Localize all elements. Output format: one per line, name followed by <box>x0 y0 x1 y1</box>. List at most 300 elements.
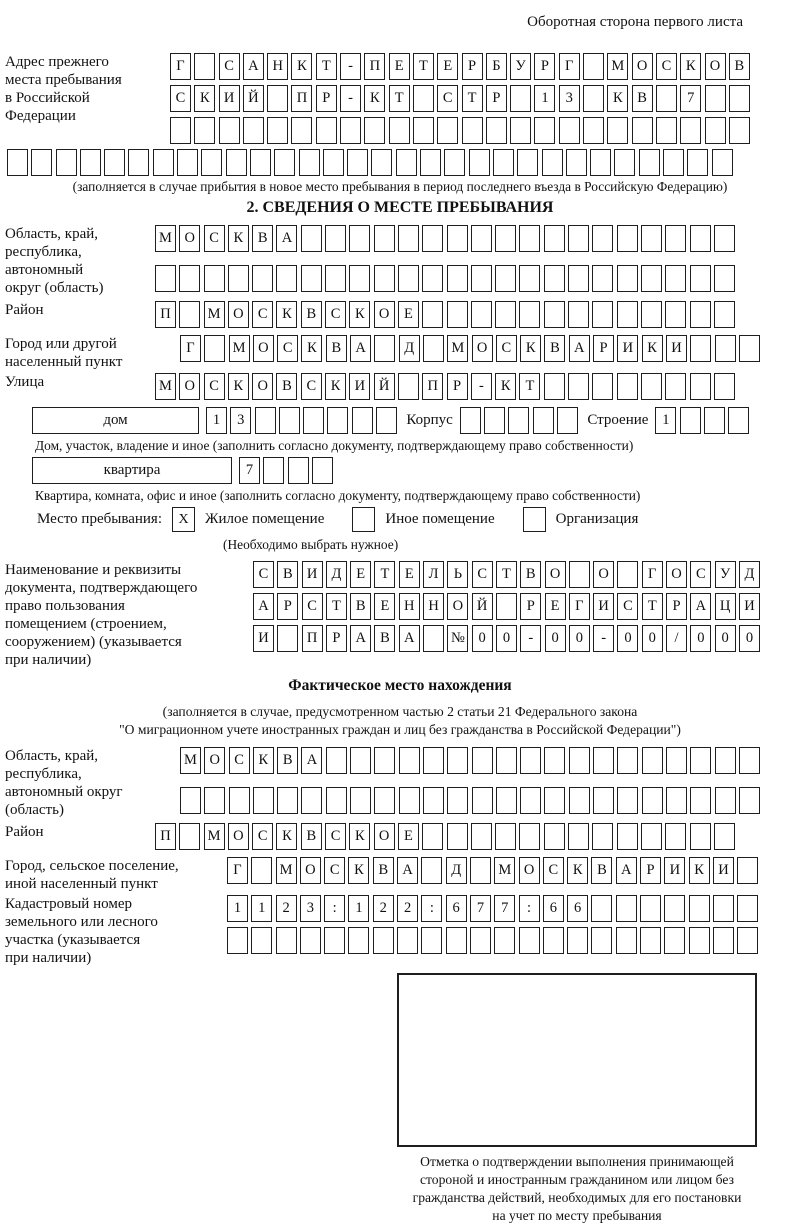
form-cell[interactable]: С <box>656 53 677 80</box>
form-cell[interactable] <box>583 85 604 112</box>
form-cell[interactable] <box>592 301 613 328</box>
form-cell[interactable] <box>517 149 538 176</box>
form-cell[interactable] <box>316 117 337 144</box>
form-cell[interactable] <box>712 149 733 176</box>
form-cell[interactable]: М <box>447 335 468 362</box>
form-cell[interactable] <box>423 625 444 652</box>
form-cell[interactable]: Р <box>486 85 507 112</box>
form-cell[interactable] <box>714 301 735 328</box>
form-cell[interactable] <box>303 407 324 434</box>
form-cell[interactable] <box>690 301 711 328</box>
form-cell[interactable] <box>374 335 395 362</box>
form-cell[interactable] <box>569 787 590 814</box>
form-cell[interactable] <box>592 265 613 292</box>
form-cell[interactable] <box>495 301 516 328</box>
form-cell[interactable] <box>656 117 677 144</box>
form-cell[interactable] <box>194 53 215 80</box>
form-cell[interactable]: С <box>472 561 493 588</box>
form-cell[interactable] <box>715 787 736 814</box>
form-cell[interactable]: Н <box>399 593 420 620</box>
form-cell[interactable] <box>714 225 735 252</box>
form-cell[interactable]: О <box>374 301 395 328</box>
form-cell[interactable]: А <box>243 53 264 80</box>
form-cell[interactable] <box>413 117 434 144</box>
form-cell[interactable]: К <box>348 857 369 884</box>
form-cell[interactable]: О <box>632 53 653 80</box>
form-cell[interactable] <box>583 117 604 144</box>
form-cell[interactable]: И <box>666 335 687 362</box>
form-cell[interactable] <box>252 265 273 292</box>
form-cell[interactable]: 1 <box>227 895 248 922</box>
form-cell[interactable] <box>484 407 505 434</box>
form-cell[interactable] <box>591 927 612 954</box>
form-cell[interactable] <box>219 117 240 144</box>
form-cell[interactable] <box>591 895 612 922</box>
form-cell[interactable] <box>250 149 271 176</box>
form-cell[interactable]: 0 <box>472 625 493 652</box>
form-cell[interactable] <box>274 149 295 176</box>
form-cell[interactable]: - <box>520 625 541 652</box>
form-cell[interactable] <box>179 265 200 292</box>
form-cell[interactable] <box>495 225 516 252</box>
form-cell[interactable] <box>204 265 225 292</box>
form-cell[interactable]: К <box>228 225 249 252</box>
form-cell[interactable] <box>607 117 628 144</box>
form-cell[interactable] <box>398 225 419 252</box>
form-cell[interactable]: В <box>350 593 371 620</box>
form-cell[interactable] <box>617 301 638 328</box>
form-cell[interactable] <box>340 117 361 144</box>
form-cell[interactable] <box>641 301 662 328</box>
form-cell[interactable] <box>496 593 517 620</box>
form-cell[interactable] <box>423 335 444 362</box>
form-cell[interactable] <box>496 787 517 814</box>
form-cell[interactable] <box>519 301 540 328</box>
form-cell[interactable] <box>447 787 468 814</box>
form-cell[interactable] <box>420 149 441 176</box>
form-cell[interactable] <box>729 117 750 144</box>
form-cell[interactable]: 1 <box>655 407 676 434</box>
form-cell[interactable]: С <box>324 857 345 884</box>
form-cell[interactable]: В <box>544 335 565 362</box>
form-cell[interactable]: П <box>422 373 443 400</box>
form-cell[interactable]: Р <box>447 373 468 400</box>
form-cell[interactable]: 6 <box>446 895 467 922</box>
form-cell[interactable] <box>327 407 348 434</box>
form-cell[interactable] <box>399 787 420 814</box>
form-cell[interactable] <box>664 927 685 954</box>
form-cell[interactable]: С <box>437 85 458 112</box>
form-cell[interactable] <box>567 927 588 954</box>
form-cell[interactable]: / <box>666 625 687 652</box>
form-cell[interactable] <box>470 927 491 954</box>
form-cell[interactable]: П <box>155 823 176 850</box>
form-cell[interactable] <box>568 373 589 400</box>
form-cell[interactable]: О <box>253 335 274 362</box>
form-cell[interactable]: В <box>301 301 322 328</box>
form-cell[interactable] <box>471 225 492 252</box>
form-cell[interactable] <box>737 857 758 884</box>
form-cell[interactable]: И <box>302 561 323 588</box>
form-cell[interactable] <box>568 823 589 850</box>
form-cell[interactable] <box>326 787 347 814</box>
form-cell[interactable] <box>737 927 758 954</box>
form-cell[interactable] <box>180 787 201 814</box>
form-cell[interactable] <box>447 225 468 252</box>
form-cell[interactable] <box>153 149 174 176</box>
form-cell[interactable]: С <box>252 823 273 850</box>
form-cell[interactable] <box>350 787 371 814</box>
form-cell[interactable] <box>301 265 322 292</box>
form-cell[interactable]: М <box>494 857 515 884</box>
form-cell[interactable] <box>614 149 635 176</box>
form-cell[interactable]: К <box>228 373 249 400</box>
form-cell[interactable]: Е <box>350 561 371 588</box>
form-cell[interactable]: В <box>632 85 653 112</box>
form-cell[interactable] <box>227 927 248 954</box>
form-cell[interactable]: С <box>277 335 298 362</box>
form-cell[interactable] <box>471 823 492 850</box>
form-cell[interactable]: В <box>374 625 395 652</box>
form-cell[interactable] <box>592 373 613 400</box>
form-cell[interactable]: А <box>350 625 371 652</box>
form-cell[interactable]: С <box>325 301 346 328</box>
form-cell[interactable] <box>642 747 663 774</box>
form-cell[interactable] <box>267 117 288 144</box>
form-cell[interactable] <box>301 225 322 252</box>
form-cell[interactable] <box>519 225 540 252</box>
form-cell[interactable] <box>374 265 395 292</box>
form-cell[interactable] <box>201 149 222 176</box>
form-cell[interactable]: И <box>349 373 370 400</box>
form-cell[interactable]: С <box>229 747 250 774</box>
form-cell[interactable]: Й <box>374 373 395 400</box>
form-cell[interactable]: С <box>302 593 323 620</box>
form-cell[interactable]: В <box>591 857 612 884</box>
form-cell[interactable] <box>325 225 346 252</box>
form-cell[interactable]: А <box>397 857 418 884</box>
form-cell[interactable] <box>447 265 468 292</box>
form-cell[interactable] <box>519 927 540 954</box>
form-cell[interactable] <box>680 407 701 434</box>
form-cell[interactable]: - <box>340 53 361 80</box>
form-cell[interactable] <box>715 335 736 362</box>
form-cell[interactable]: С <box>325 823 346 850</box>
form-cell[interactable]: 6 <box>567 895 588 922</box>
form-cell[interactable]: С <box>204 373 225 400</box>
form-cell[interactable] <box>324 927 345 954</box>
form-cell[interactable] <box>374 747 395 774</box>
form-cell[interactable] <box>389 117 410 144</box>
form-cell[interactable]: С <box>170 85 191 112</box>
form-cell[interactable]: А <box>616 857 637 884</box>
form-cell[interactable] <box>705 117 726 144</box>
form-cell[interactable]: Т <box>519 373 540 400</box>
form-cell[interactable] <box>56 149 77 176</box>
form-cell[interactable]: Ь <box>447 561 468 588</box>
form-cell[interactable] <box>422 265 443 292</box>
form-cell[interactable] <box>689 895 710 922</box>
form-cell[interactable] <box>714 823 735 850</box>
form-cell[interactable] <box>486 117 507 144</box>
form-cell[interactable] <box>544 787 565 814</box>
form-cell[interactable]: К <box>364 85 385 112</box>
form-cell[interactable]: С <box>219 53 240 80</box>
form-cell[interactable]: М <box>155 225 176 252</box>
form-cell[interactable] <box>569 747 590 774</box>
form-cell[interactable]: Г <box>642 561 663 588</box>
form-cell[interactable]: Б <box>486 53 507 80</box>
form-cell[interactable] <box>533 407 554 434</box>
form-cell[interactable]: Р <box>462 53 483 80</box>
form-cell[interactable]: Р <box>640 857 661 884</box>
form-cell[interactable] <box>347 149 368 176</box>
form-cell[interactable]: 7 <box>239 457 260 484</box>
form-cell[interactable] <box>632 117 653 144</box>
form-cell[interactable]: 0 <box>715 625 736 652</box>
form-cell[interactable] <box>728 407 749 434</box>
form-cell[interactable] <box>616 927 637 954</box>
form-cell[interactable] <box>544 225 565 252</box>
form-cell[interactable] <box>472 787 493 814</box>
form-cell[interactable]: И <box>253 625 274 652</box>
form-cell[interactable] <box>639 149 660 176</box>
form-cell[interactable] <box>177 149 198 176</box>
form-cell[interactable]: И <box>664 857 685 884</box>
form-cell[interactable]: Т <box>413 53 434 80</box>
form-cell[interactable] <box>713 927 734 954</box>
form-cell[interactable] <box>263 457 284 484</box>
form-cell[interactable] <box>544 823 565 850</box>
stay-option-residential-checkbox[interactable]: X <box>172 507 195 532</box>
form-cell[interactable] <box>666 787 687 814</box>
form-cell[interactable] <box>349 225 370 252</box>
form-cell[interactable]: Г <box>170 53 191 80</box>
form-cell[interactable]: О <box>300 857 321 884</box>
form-cell[interactable] <box>277 787 298 814</box>
form-cell[interactable]: Й <box>472 593 493 620</box>
form-cell[interactable]: М <box>229 335 250 362</box>
form-cell[interactable] <box>568 301 589 328</box>
form-cell[interactable] <box>739 787 760 814</box>
form-cell[interactable] <box>470 857 491 884</box>
form-cell[interactable]: П <box>302 625 323 652</box>
form-cell[interactable]: А <box>276 225 297 252</box>
form-cell[interactable]: Т <box>316 53 337 80</box>
form-cell[interactable] <box>617 265 638 292</box>
form-cell[interactable] <box>510 117 531 144</box>
form-cell[interactable]: К <box>291 53 312 80</box>
form-cell[interactable]: Р <box>520 593 541 620</box>
stay-option-other-premises-checkbox[interactable] <box>352 507 375 532</box>
form-cell[interactable] <box>155 265 176 292</box>
form-cell[interactable]: О <box>705 53 726 80</box>
form-cell[interactable] <box>276 265 297 292</box>
form-cell[interactable] <box>349 265 370 292</box>
form-cell[interactable]: И <box>617 335 638 362</box>
form-cell[interactable]: В <box>277 561 298 588</box>
form-cell[interactable]: - <box>340 85 361 112</box>
form-cell[interactable] <box>371 149 392 176</box>
form-cell[interactable]: Т <box>642 593 663 620</box>
form-cell[interactable]: П <box>364 53 385 80</box>
form-cell[interactable]: А <box>399 625 420 652</box>
form-cell[interactable]: Е <box>437 53 458 80</box>
form-cell[interactable] <box>496 747 517 774</box>
form-cell[interactable] <box>617 225 638 252</box>
form-cell[interactable] <box>687 149 708 176</box>
form-cell[interactable] <box>543 927 564 954</box>
form-cell[interactable]: Д <box>446 857 467 884</box>
form-cell[interactable] <box>590 149 611 176</box>
form-cell[interactable] <box>422 225 443 252</box>
form-cell[interactable] <box>617 823 638 850</box>
form-cell[interactable]: В <box>277 747 298 774</box>
form-cell[interactable]: Т <box>496 561 517 588</box>
form-cell[interactable] <box>253 787 274 814</box>
form-cell[interactable] <box>689 927 710 954</box>
form-cell[interactable] <box>690 335 711 362</box>
form-cell[interactable]: К <box>301 335 322 362</box>
form-cell[interactable] <box>665 301 686 328</box>
form-cell[interactable]: О <box>519 857 540 884</box>
form-cell[interactable]: В <box>301 823 322 850</box>
form-cell[interactable]: Г <box>180 335 201 362</box>
form-cell[interactable] <box>276 927 297 954</box>
form-cell[interactable] <box>291 117 312 144</box>
form-cell[interactable]: К <box>567 857 588 884</box>
form-cell[interactable]: К <box>253 747 274 774</box>
form-cell[interactable] <box>422 301 443 328</box>
form-cell[interactable]: - <box>471 373 492 400</box>
form-cell[interactable] <box>446 927 467 954</box>
form-cell[interactable]: К <box>689 857 710 884</box>
form-cell[interactable] <box>469 149 490 176</box>
form-cell[interactable] <box>592 823 613 850</box>
form-cell[interactable] <box>128 149 149 176</box>
form-cell[interactable]: П <box>291 85 312 112</box>
form-cell[interactable] <box>665 373 686 400</box>
form-cell[interactable] <box>204 335 225 362</box>
form-cell[interactable]: А <box>569 335 590 362</box>
form-cell[interactable]: 3 <box>230 407 251 434</box>
form-cell[interactable] <box>495 823 516 850</box>
form-cell[interactable]: М <box>180 747 201 774</box>
form-cell[interactable]: № <box>447 625 468 652</box>
form-cell[interactable]: В <box>326 335 347 362</box>
form-cell[interactable] <box>373 927 394 954</box>
form-cell[interactable]: Т <box>462 85 483 112</box>
form-cell[interactable]: М <box>204 823 225 850</box>
form-cell[interactable] <box>421 927 442 954</box>
form-cell[interactable] <box>534 117 555 144</box>
form-cell[interactable] <box>251 927 272 954</box>
form-cell[interactable] <box>251 857 272 884</box>
form-cell[interactable]: 0 <box>496 625 517 652</box>
form-cell[interactable]: 2 <box>373 895 394 922</box>
form-cell[interactable] <box>423 747 444 774</box>
form-cell[interactable]: А <box>690 593 711 620</box>
form-cell[interactable] <box>444 149 465 176</box>
form-cell[interactable] <box>267 85 288 112</box>
form-cell[interactable] <box>690 265 711 292</box>
form-cell[interactable]: Е <box>398 823 419 850</box>
form-cell[interactable]: И <box>219 85 240 112</box>
form-cell[interactable]: Р <box>593 335 614 362</box>
form-cell[interactable] <box>617 561 638 588</box>
form-cell[interactable]: С <box>617 593 638 620</box>
form-cell[interactable] <box>640 895 661 922</box>
form-cell[interactable] <box>7 149 28 176</box>
form-cell[interactable] <box>520 787 541 814</box>
form-cell[interactable]: Г <box>569 593 590 620</box>
form-cell[interactable] <box>300 927 321 954</box>
form-cell[interactable] <box>288 457 309 484</box>
form-cell[interactable]: С <box>301 373 322 400</box>
form-cell[interactable] <box>229 787 250 814</box>
form-cell[interactable]: Т <box>374 561 395 588</box>
form-cell[interactable]: К <box>680 53 701 80</box>
form-cell[interactable] <box>663 149 684 176</box>
form-cell[interactable] <box>472 747 493 774</box>
form-cell[interactable]: У <box>510 53 531 80</box>
form-cell[interactable] <box>593 787 614 814</box>
form-cell[interactable]: О <box>472 335 493 362</box>
form-cell[interactable]: : <box>519 895 540 922</box>
form-cell[interactable]: О <box>545 561 566 588</box>
form-cell[interactable] <box>680 117 701 144</box>
form-cell[interactable] <box>277 625 298 652</box>
form-cell[interactable] <box>592 225 613 252</box>
form-cell[interactable]: С <box>496 335 517 362</box>
form-cell[interactable]: 0 <box>642 625 663 652</box>
form-cell[interactable]: О <box>179 225 200 252</box>
form-cell[interactable]: Е <box>374 593 395 620</box>
form-cell[interactable] <box>323 149 344 176</box>
form-cell[interactable] <box>228 265 249 292</box>
form-cell[interactable] <box>397 927 418 954</box>
form-cell[interactable]: В <box>520 561 541 588</box>
form-cell[interactable] <box>374 787 395 814</box>
form-cell[interactable] <box>665 225 686 252</box>
form-cell[interactable] <box>494 927 515 954</box>
form-cell[interactable]: : <box>324 895 345 922</box>
form-cell[interactable] <box>471 265 492 292</box>
form-cell[interactable]: А <box>301 747 322 774</box>
form-cell[interactable]: 6 <box>543 895 564 922</box>
form-cell[interactable] <box>544 747 565 774</box>
form-cell[interactable] <box>255 407 276 434</box>
form-cell[interactable]: Р <box>534 53 555 80</box>
form-cell[interactable]: Й <box>243 85 264 112</box>
form-cell[interactable] <box>520 747 541 774</box>
form-cell[interactable] <box>350 747 371 774</box>
form-cell[interactable] <box>104 149 125 176</box>
form-cell[interactable]: Д <box>739 561 760 588</box>
form-cell[interactable] <box>510 85 531 112</box>
form-cell[interactable] <box>665 823 686 850</box>
form-cell[interactable]: 1 <box>251 895 272 922</box>
form-cell[interactable] <box>642 787 663 814</box>
form-cell[interactable]: О <box>228 301 249 328</box>
form-cell[interactable] <box>664 895 685 922</box>
form-cell[interactable]: Е <box>389 53 410 80</box>
form-cell[interactable]: С <box>253 561 274 588</box>
form-cell[interactable] <box>422 823 443 850</box>
form-cell[interactable] <box>641 823 662 850</box>
form-cell[interactable]: И <box>739 593 760 620</box>
form-cell[interactable] <box>396 149 417 176</box>
